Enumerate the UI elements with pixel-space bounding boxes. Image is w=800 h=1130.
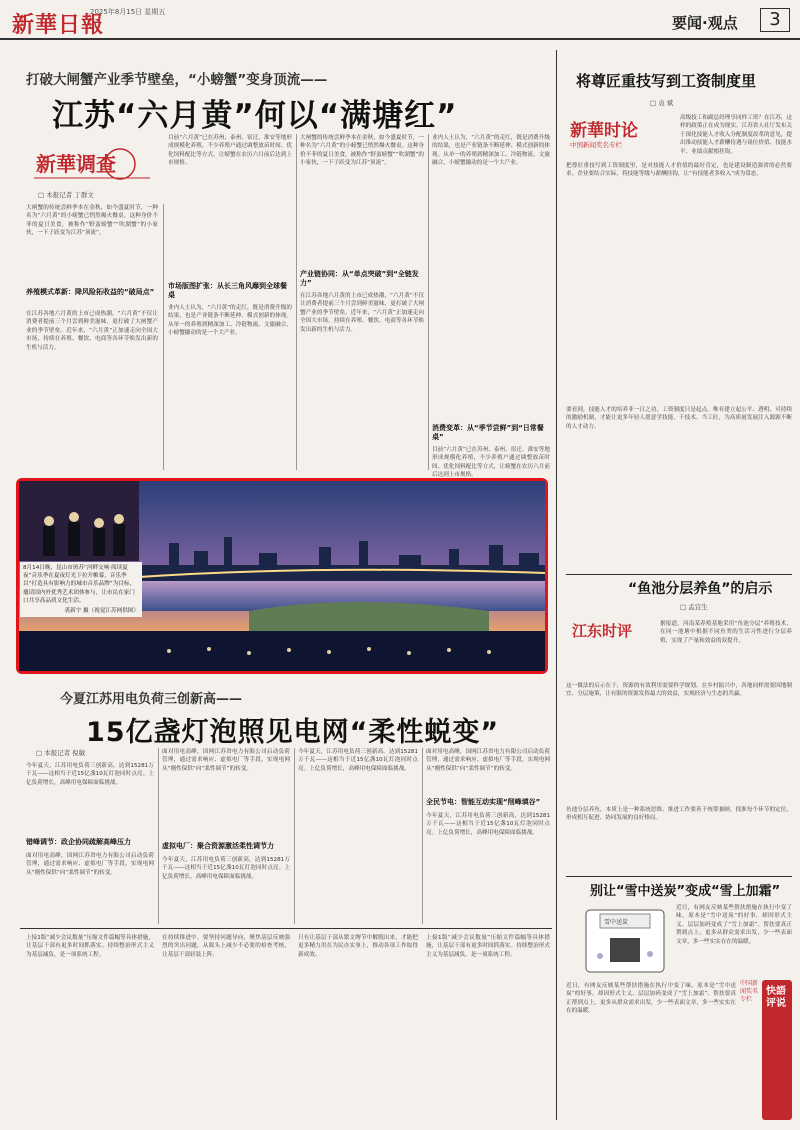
lead-paragraph: 目前“六月黄”已在苏州、泰州、宿迁、淮安等地形成规模化养殖，不少养殖户通过调整放苗时间、优化饲料配比等方式，让螃蟹在农历六月前后达到上市规格。 — [168, 135, 292, 167]
column-rule — [163, 204, 164, 470]
right-title: 将尊匠重技写到工资制度里 — [576, 72, 757, 90]
photo-credit: 裘新宇 摄（视觉江苏网供图） — [64, 608, 139, 615]
lead-subhead: 消费变革：从“季节尝鲜”到“日常餐桌” — [432, 424, 544, 441]
column-rule — [158, 748, 159, 924]
snow-charcoal-illustration — [580, 904, 670, 978]
lead-paragraph: 业内人士认为，“六月黄”的走红，既是消费升级的结果，也是产业链条不断延伸、模式创新的体现。从单一的养殖到精深加工、冷链物流、文旅融合，小螃蟹撬动的是一个大产业。 — [432, 135, 550, 167]
bottom-subhead: 错峰调节：政企协同疏解高峰压力 — [26, 838, 131, 846]
right-byline: □ 袁 斌 — [650, 99, 674, 107]
masthead-info — [90, 8, 290, 17]
lead-paragraph: 在江苏各地六月黄的上市已成热潮，“六月黄”不仅让消费者提前三个月尝到鲜美滋味，更打破了大闸蟹产业的季节壁垒。近年来，“六月黄”正加速走向全国大市场，持续在养殖、餐饮、电商等各环节焕发出新的生机与活力。 — [300, 293, 424, 333]
lead-headline: 江苏“六月黄”何以“满塘红” — [52, 98, 458, 134]
bottom-subhead: 虚拟电厂：聚合资源激活柔性调节力 — [162, 842, 274, 850]
right-title-2: “鱼池分层养鱼”的启示 — [628, 581, 773, 597]
illustration-label: 雪中送炭 — [604, 919, 629, 926]
column-badge-text: 新華时论 — [570, 121, 638, 141]
lead-subhead: 养殖模式革新：降风险拓收益的“破局点” — [26, 288, 155, 296]
photo-caption-text: 8月14日晚，昆山市斑苏“河畔交响·阅读夏夜”音乐季在夏夜灯光下拉开帷幕，音乐季以“打造具有影响力的城市音乐品牌”为目标，邀请国内外优秀艺术团体参与，让市民在家门口共享高品质文化生活。 — [23, 565, 136, 604]
lead-paragraph: 业内人士认为，“六月黄”的走红，既是消费升级的结果，也是产业链条不断延伸、模式创新的体现。从单一的养殖到精深加工、冷链物流、文旅融合，小螃蟹撬动的是一个大产业。 — [168, 305, 292, 337]
photo-caption — [20, 562, 142, 617]
masthead-date: 2025年8月15日 星期五 — [90, 8, 166, 16]
section-rule — [566, 876, 792, 877]
bottom-paragraph: 面对用电高峰，国网江苏省电力有限公司启动负荷管理，通过需求响应、虚拟电厂等手段，实现电网从“刚性保供”向“柔性调节”的转变。 — [426, 749, 550, 772]
bottom-byline: □ 本报记者 倪敏 — [36, 749, 86, 757]
column-rule — [294, 748, 295, 924]
right-byline-2: □ 孟宜生 — [680, 603, 708, 611]
right-paragraph: 高级技工和副总经理享同样工资？在江苏，这样的政策正在成为现实。江苏省人社厅发布关于深化技能人才收入分配制度改革的意见，提出推动技能人才薪酬待遇与岗位价值、技能水平、业绩贡献相挂钩。 — [680, 115, 792, 155]
column-rule — [296, 134, 297, 470]
column-badge-subtitle: 中国新闻奖名专栏 — [740, 980, 759, 1003]
newspaper-logo: 新華日報 — [12, 12, 105, 38]
column-rule — [428, 134, 429, 470]
bottom-paragraph: 今年夏天，江苏用电负荷三创新高，达到15281万千瓦——这相当于近15亿盏10瓦灯泡同时点亮。上亿负荷增长，高峰用电保障面临挑战。 — [26, 763, 154, 786]
right-paragraph: 鱼池分层养鱼，本质上是一种系统思维。推进工作要善于统筹兼顾，找准每个环节的定位，形成相互促进、协同发展的良好格局。 — [566, 807, 792, 822]
column-rule — [422, 748, 423, 924]
footer-rule — [20, 928, 552, 929]
column-badge-text: 新華调查 — [36, 152, 116, 176]
right-paragraph: 据报道，河南某养殖基地采用“鱼池分层”养殖技术，在同一池塘中根据不同鱼类的生活习性进行分层养殖，实现了产量和效益的双提升。 — [660, 621, 792, 644]
snow-charcoal-icon — [580, 904, 670, 978]
column-badge-investigation — [34, 134, 150, 184]
column-badge-commentary — [566, 114, 672, 158]
right-paragraph: 这一做法的启示在于，资源的有效利用需要科学规划。在乡村振兴中，各地同样需要因地制宜、分层施策，让有限的资源发挥最大的效益，实现经济与生态的共赢。 — [566, 683, 792, 698]
bottom-pretitle: 今夏江苏用电负荷三创新高—— — [60, 692, 243, 707]
bottom-paragraph: 今年夏天，江苏用电负荷三创新高，达到15281万千瓦——这相当于近15亿盏10瓦灯泡同时点亮。上亿负荷增长，高峰用电保障面临挑战。 — [298, 749, 418, 772]
bottom-paragraph: 面对用电高峰，国网江苏省电力有限公司启动负荷管理，通过需求响应、虚拟电厂等手段，实现电网从“刚性保供”向“柔性调节”的转变。 — [26, 853, 154, 876]
column-badge-text: 快語评说 — [766, 986, 786, 1009]
right-paragraph: 把尊匠重技写到工资制度里，是对技能人才价值的最好肯定，也是建设制造强省的必然要求。企业要结合实际，将技能等级与薪酬挂钩，让“有技能者多收入”成为常态。 — [566, 163, 792, 178]
lead-byline: □ 本报记者 丁群文 — [38, 191, 94, 199]
page-number: 3 — [760, 8, 790, 32]
right-paragraph: 近日，有网友反映某些帮扶措施在执行中变了味，原本是“雪中送炭”的好事，却因形式主义、层层加码变成了“雪上加霜”。帮扶要真正帮到点上，更多从群众需求出发，少一些表面文章，多一些实实在在的温暖。 — [676, 905, 792, 945]
right-paragraph: 要看到，技能人才的培养非一日之功，工资制度只是起点。唯有建立起公平、透明、可持续的激励机制，才能让更多年轻人愿意学技能、干技术、当工匠，为高质量发展注入源源不断的人才动力。 — [566, 407, 792, 430]
lead-paragraph: 大闸蟹的传统尝鲜季本在金秋，如今盛夏时节，一种名为“六月黄”的小螃蟹已悄然爆火餐桌。这种身价不菲的夏日美食，被称作“野蛮螃蟹”“吹湖蟹”的小家伙，一下子跃变为江苏“顶流”。 — [26, 205, 158, 237]
column-badge-quick-comment — [762, 980, 792, 1120]
sidebar-divider — [556, 50, 557, 1120]
column-badge-subtitle: 中国新闻奖名专栏 — [570, 141, 622, 149]
column-badge-east-comment: 江东时评 — [572, 622, 633, 640]
footer-paragraph: 只有让基层干部从繁文缛节中解脱出来，才能把更多精力用在为民办实事上，推动各项工作取得新成效。 — [298, 935, 418, 958]
lead-pretitle: 打破大闸蟹产业季节壁垒，“小螃蟹”变身顶流—— — [26, 72, 328, 88]
section-title: 要闻·观点 — [672, 14, 738, 32]
bottom-headline: 15亿盏灯泡照见电网“柔性蜕变” — [86, 717, 500, 748]
right-title-3: 别让“雪中送炭”变成“雪上加霜” — [590, 884, 781, 899]
footer-paragraph: 上接1版“减少会议数量”压缩文件篇幅等具体措施，让基层干部有更多时间抓落实。持续整治形式主义为基层减负，是一项系统工程。 — [426, 935, 550, 958]
lead-subhead: 市场版图扩张：从长三角风靡到全球餐桌 — [168, 282, 287, 299]
lead-paragraph: 在江苏各地六月黄的上市已成热潮，“六月黄”不仅让消费者提前三个月尝到鲜美滋味，更打破了大闸蟹产业的季节壁垒。近年来，“六月黄”正加速走向全国大市场，持续在养殖、餐饮、电商等各环节焕发出新的生机与活力。 — [26, 311, 158, 351]
bottom-paragraph: 今年夏天，江苏用电负荷三创新高，达到15281万千瓦——这相当于近15亿盏10瓦灯泡同时点亮。上亿负荷增长，高峰用电保障面临挑战。 — [162, 857, 290, 880]
lead-subhead: 产业链协同：从“单点突破”到“全链发力” — [300, 270, 419, 287]
footer-paragraph: 在持续推进中，要坚持问题导向，聚焦基层反映强烈的突出问题，从源头上减少不必要的检查考核，让基层干部轻装上阵。 — [162, 935, 290, 958]
section-rule — [566, 574, 792, 575]
lead-paragraph: 大闸蟹的传统尝鲜季本在金秋，如今盛夏时节，一种名为“六月黄”的小螃蟹已悄然爆火餐桌。这种身价不菲的夏日美食，被称作“野蛮螃蟹”“吹湖蟹”的小家伙，一下子跃变为江苏“顶流”。 — [300, 135, 424, 167]
bottom-paragraph: 今年夏天，江苏用电负荷三创新高，达到15281万千瓦——这相当于近15亿盏10瓦灯泡同时点亮。上亿负荷增长，高峰用电保障面临挑战。 — [426, 813, 550, 836]
bottom-paragraph: 面对用电高峰，国网江苏省电力有限公司启动负荷管理，通过需求响应、虚拟电厂等手段，实现电网从“刚性保供”向“柔性调节”的转变。 — [162, 749, 290, 772]
masthead — [0, 0, 800, 40]
right-paragraph: 近日，有网友反映某些帮扶措施在执行中变了味，原本是“雪中送炭”的好事，却因形式主义、层层加码变成了“雪上加霜”。帮扶要真正帮到点上，更多从群众需求出发，少一些表面文章，多一些实实在在的温暖。 — [566, 983, 736, 1015]
lead-paragraph: 目前“六月黄”已在苏州、泰州、宿迁、淮安等地形成规模化养殖，不少养殖户通过调整放苗时间、优化饲料配比等方式，让螃蟹在农历六月前后达到上市规格。 — [432, 447, 550, 479]
footer-paragraph: 上接1版“减少会议数量”压缩文件篇幅等具体措施，让基层干部有更多时间抓落实。持续整治形式主义为基层减负，是一项系统工程。 — [26, 935, 154, 958]
bottom-subhead: 全民节电：智能互动实现“削峰填谷” — [426, 798, 541, 806]
